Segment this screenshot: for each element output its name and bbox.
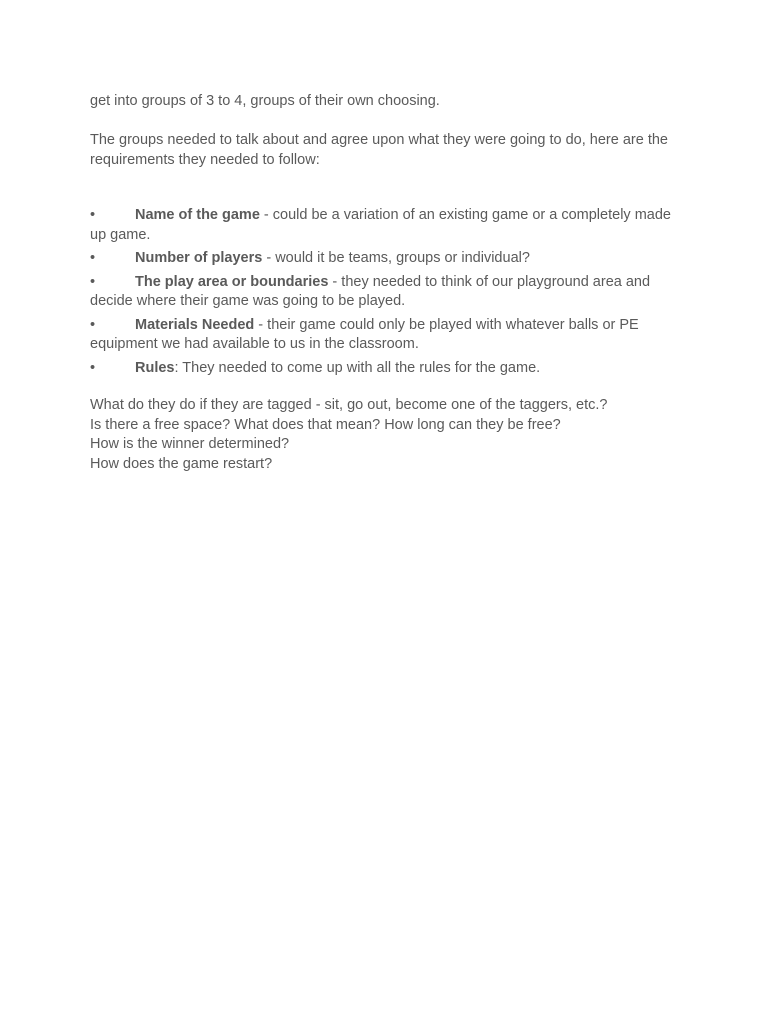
questions-block bbox=[90, 396, 680, 474]
requirement-desc: - would it be teams, groups or individual? bbox=[262, 250, 530, 266]
requirement-desc: - their game could only be played with whatever balls or PE equipment we had available to us in the classroom. bbox=[90, 316, 639, 352]
requirement-desc: - they needed to think of our playground area and decide where their game was going to be played. bbox=[90, 273, 651, 309]
list-item bbox=[90, 249, 680, 269]
list-item bbox=[90, 206, 680, 245]
bullet-icon: • bbox=[90, 207, 96, 223]
requirement-desc: - could be a variation of an existing game or a completely made up game. bbox=[90, 207, 671, 243]
list-item bbox=[90, 316, 680, 355]
intro-line: get into groups of 3 to 4, groups of their own choosing. bbox=[90, 93, 440, 109]
bullet-icon: • bbox=[90, 316, 96, 333]
requirement-term: Rules bbox=[135, 359, 175, 376]
bullet-icon: • bbox=[90, 359, 96, 376]
document-page bbox=[90, 92, 680, 474]
list-item bbox=[90, 359, 680, 379]
intro-paragraph: The groups needed to talk about and agree upon what they were going to do, here are the requirements they needed to follow: bbox=[90, 132, 668, 168]
question-line: What do they do if they are tagged - sit, go out, become one of the taggers, etc.? bbox=[90, 397, 608, 413]
requirement-term: Number of players bbox=[135, 250, 263, 266]
question-line: How does the game restart? bbox=[90, 455, 273, 472]
list-item bbox=[90, 273, 680, 312]
bullet-icon: • bbox=[90, 273, 96, 290]
requirement-desc: : They needed to come up with all the rules for the game. bbox=[174, 359, 541, 376]
requirement-term: Name of the game bbox=[135, 207, 260, 223]
requirement-term: Materials Needed bbox=[135, 316, 255, 333]
requirements-list bbox=[90, 206, 680, 378]
requirement-term: The play area or boundaries bbox=[135, 273, 329, 290]
bullet-icon: • bbox=[90, 250, 96, 266]
question-line: Is there a free space? What does that mean? How long can they be free? bbox=[90, 416, 561, 433]
question-line: How is the winner determined? bbox=[90, 436, 290, 452]
